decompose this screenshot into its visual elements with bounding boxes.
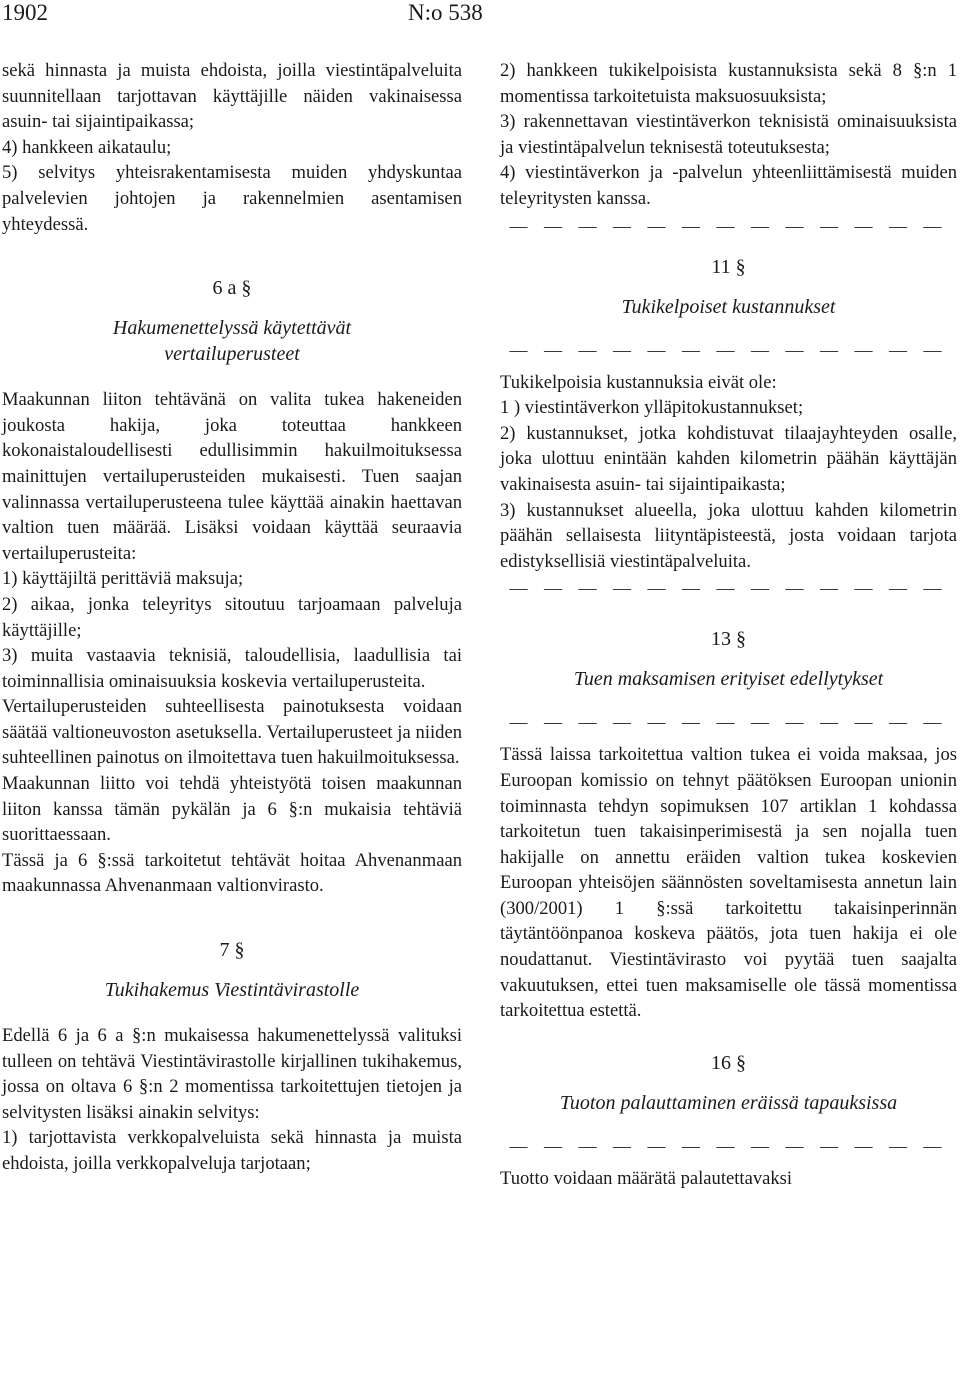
page-number: 1902 [2, 0, 48, 25]
page-header [0, 0, 960, 30]
body-paragraph: Vertailuperusteiden suhteellisesta painotuksesta voidaan säätää valtioneuvoston asetuksella. Vertailuperusteet ja niiden suhteellinen painotus on ilmoitettava tuen hakuilmoituksessa. [2, 696, 462, 769]
omission-divider: — — — — — — — — — — — — — [509, 578, 948, 599]
section-16-title: Tuoton palauttaminen eräissä tapauksissa [559, 1091, 898, 1114]
list-item: 2) hankkeen tukikelpoisista kustannuksista sekä 8 §:n 1 momentissa tarkoitetuista maksuosuuksista; [500, 60, 957, 107]
section-7-heading: 7 § [219, 939, 245, 962]
list-item: 2) kustannukset, jotka kohdistuvat tilaajayhteyden osalle, joka ulottuu enintään kahden kilometrin päähän käyttäjän vakinaisesta asuin- tai sijaintipaikasta; [500, 422, 957, 495]
omission-divider: — — — — — — — — — — — — — [509, 339, 948, 360]
section-13-title: Tuen maksamisen erityiset edellytykset [573, 668, 884, 691]
body-paragraph: Maakunnan liitto voi tehdä yhteistyötä toisen maakunnan liiton kanssa tämän pykälän ja 6 §:n mukaisia tehtäviä suorittaessaan. [2, 773, 462, 846]
list-item: 3) kustannukset alueella, joka ulottuu kahden kilometrin päähän sellaisesta liityntäpisteestä, josta voidaan tarjota edistyksellisiä viestintäpalveluita. [500, 499, 957, 572]
list-item: 3) rakennettavan viestintäverkon teknisistä ominaisuuksista ja viestintäpalvelun teknisestä toteutuksesta; [500, 111, 957, 158]
list-item: 1) tarjottavista verkkopalveluista sekä hinnasta ja muista ehdoista, joilla verkkopalveluja tarjotaan; [2, 1127, 462, 1174]
statute-number: N:o 538 [408, 0, 483, 25]
list-item: 1 ) viestintäverkon ylläpitokustannukset; [500, 397, 804, 419]
list-item: 4) viestintäverkon ja -palvelun yhteenliittämisestä muiden teleyritysten kanssa. [500, 162, 957, 209]
right-column [500, 58, 957, 1191]
left-column [2, 58, 462, 1177]
body-paragraph: sekä hinnasta ja muista ehdoista, joilla viestintäpalveluita suunnitellaan tarjottavan käyttäjille näiden vakinaisessa asuin- tai sijaintipaikassa; [2, 60, 462, 133]
body-paragraph: Tuotto voidaan määrätä palautettavaksi [500, 1167, 793, 1189]
section-6a-heading: 6 a § [212, 277, 252, 300]
body-paragraph: Edellä 6 ja 6 a §:n mukaisessa hakumenettelyssä valituksi tulleen on tehtävä Viestintävirastolle kirjallinen tukihakemus, jossa on oltava 6 §:n 2 momentissa tarkoitettujen tietojen ja selvitysten lisäksi ainakin selvitys: [2, 1025, 462, 1123]
section-6a-title: Hakumenettelyssä käytettävät vertailuperusteet [112, 317, 352, 366]
omission-divider: — — — — — — — — — — — — — [509, 712, 948, 733]
body-paragraph: Tässä ja 6 §:ssä tarkoitetut tehtävät hoitaa Ahvenanmaan maakunnassa Ahvenanmaan valtionvirasto. [2, 849, 462, 897]
list-item: 2) aikaa, jonka teleyritys sitoutuu tarjoamaan palveluja käyttäjille; [2, 593, 462, 641]
section-11-title: Tukikelpoiset kustannukset [621, 295, 836, 318]
body-paragraph: Maakunnan liiton tehtävänä on valita tukea hakeneiden joukosta hakija, joka toteuttaa hankkeen kokonaistaloudellisesti edullisimmin hakuilmoituksessa mainittujen vertailuperusteiden mukaisesti. Tuen saajan valinnassa vertailuperusteena tulee käyttää ainakin haettavan valtion tuen määrää. Lisäksi voidaan käyttää seuraavia vertailuperusteita: [2, 389, 462, 564]
omission-divider: — — — — — — — — — — — — — [509, 215, 948, 236]
section-16-heading: 16 § [711, 1051, 746, 1074]
body-paragraph: Tukikelpoisia kustannuksia eivät ole: [500, 371, 777, 393]
list-item: 1) käyttäjiltä perittäviä maksuja; [2, 568, 244, 590]
omission-divider: — — — — — — — — — — — — — [509, 1135, 948, 1156]
section-11-heading: 11 § [711, 255, 746, 278]
list-item: 5) selvitys yhteisrakentamisesta muiden yhdyskuntaa palvelevien johtojen ja rakennelmien asentamisen yhteydessä. [2, 162, 462, 235]
list-item: 3) muita vastaavia teknisiä, taloudellisia, laadullisia tai toiminnallisia ominaisuuksia koskevia vertailuperusteita. [2, 645, 462, 692]
section-7-title: Tukihakemus Viestintävirastolle [104, 979, 360, 1002]
list-item: 4) hankkeen aikataulu; [2, 136, 172, 158]
section-13-heading: 13 § [711, 628, 746, 651]
body-paragraph: Tässä laissa tarkoitettua valtion tukea ei voida maksaa, jos Euroopan komissio on tehnyt päätöksen Euroopan unionin toiminnasta tehdyn sopimuksen 107 artiklan 1 kohdassa tarkoitetun tuen takaisinperimisestä ja sen nojalla tuen hakijalle on annettu eräiden valtion tukea koskevien Euroopan yhteisöjen säännösten soveltamisesta annetun lain (300/2001) 1 §:ssä tarkoitettu takaisinperinnän täytäntöönpanoa koskeva päätös, jota tuen hakija ei ole noudattanut. Viestintävirasto voi pyytää tuen saajalta vakuutuksen, ettei tuen maksamiselle ole tässä momentissa tarkoitettua estettä. [500, 744, 957, 1022]
